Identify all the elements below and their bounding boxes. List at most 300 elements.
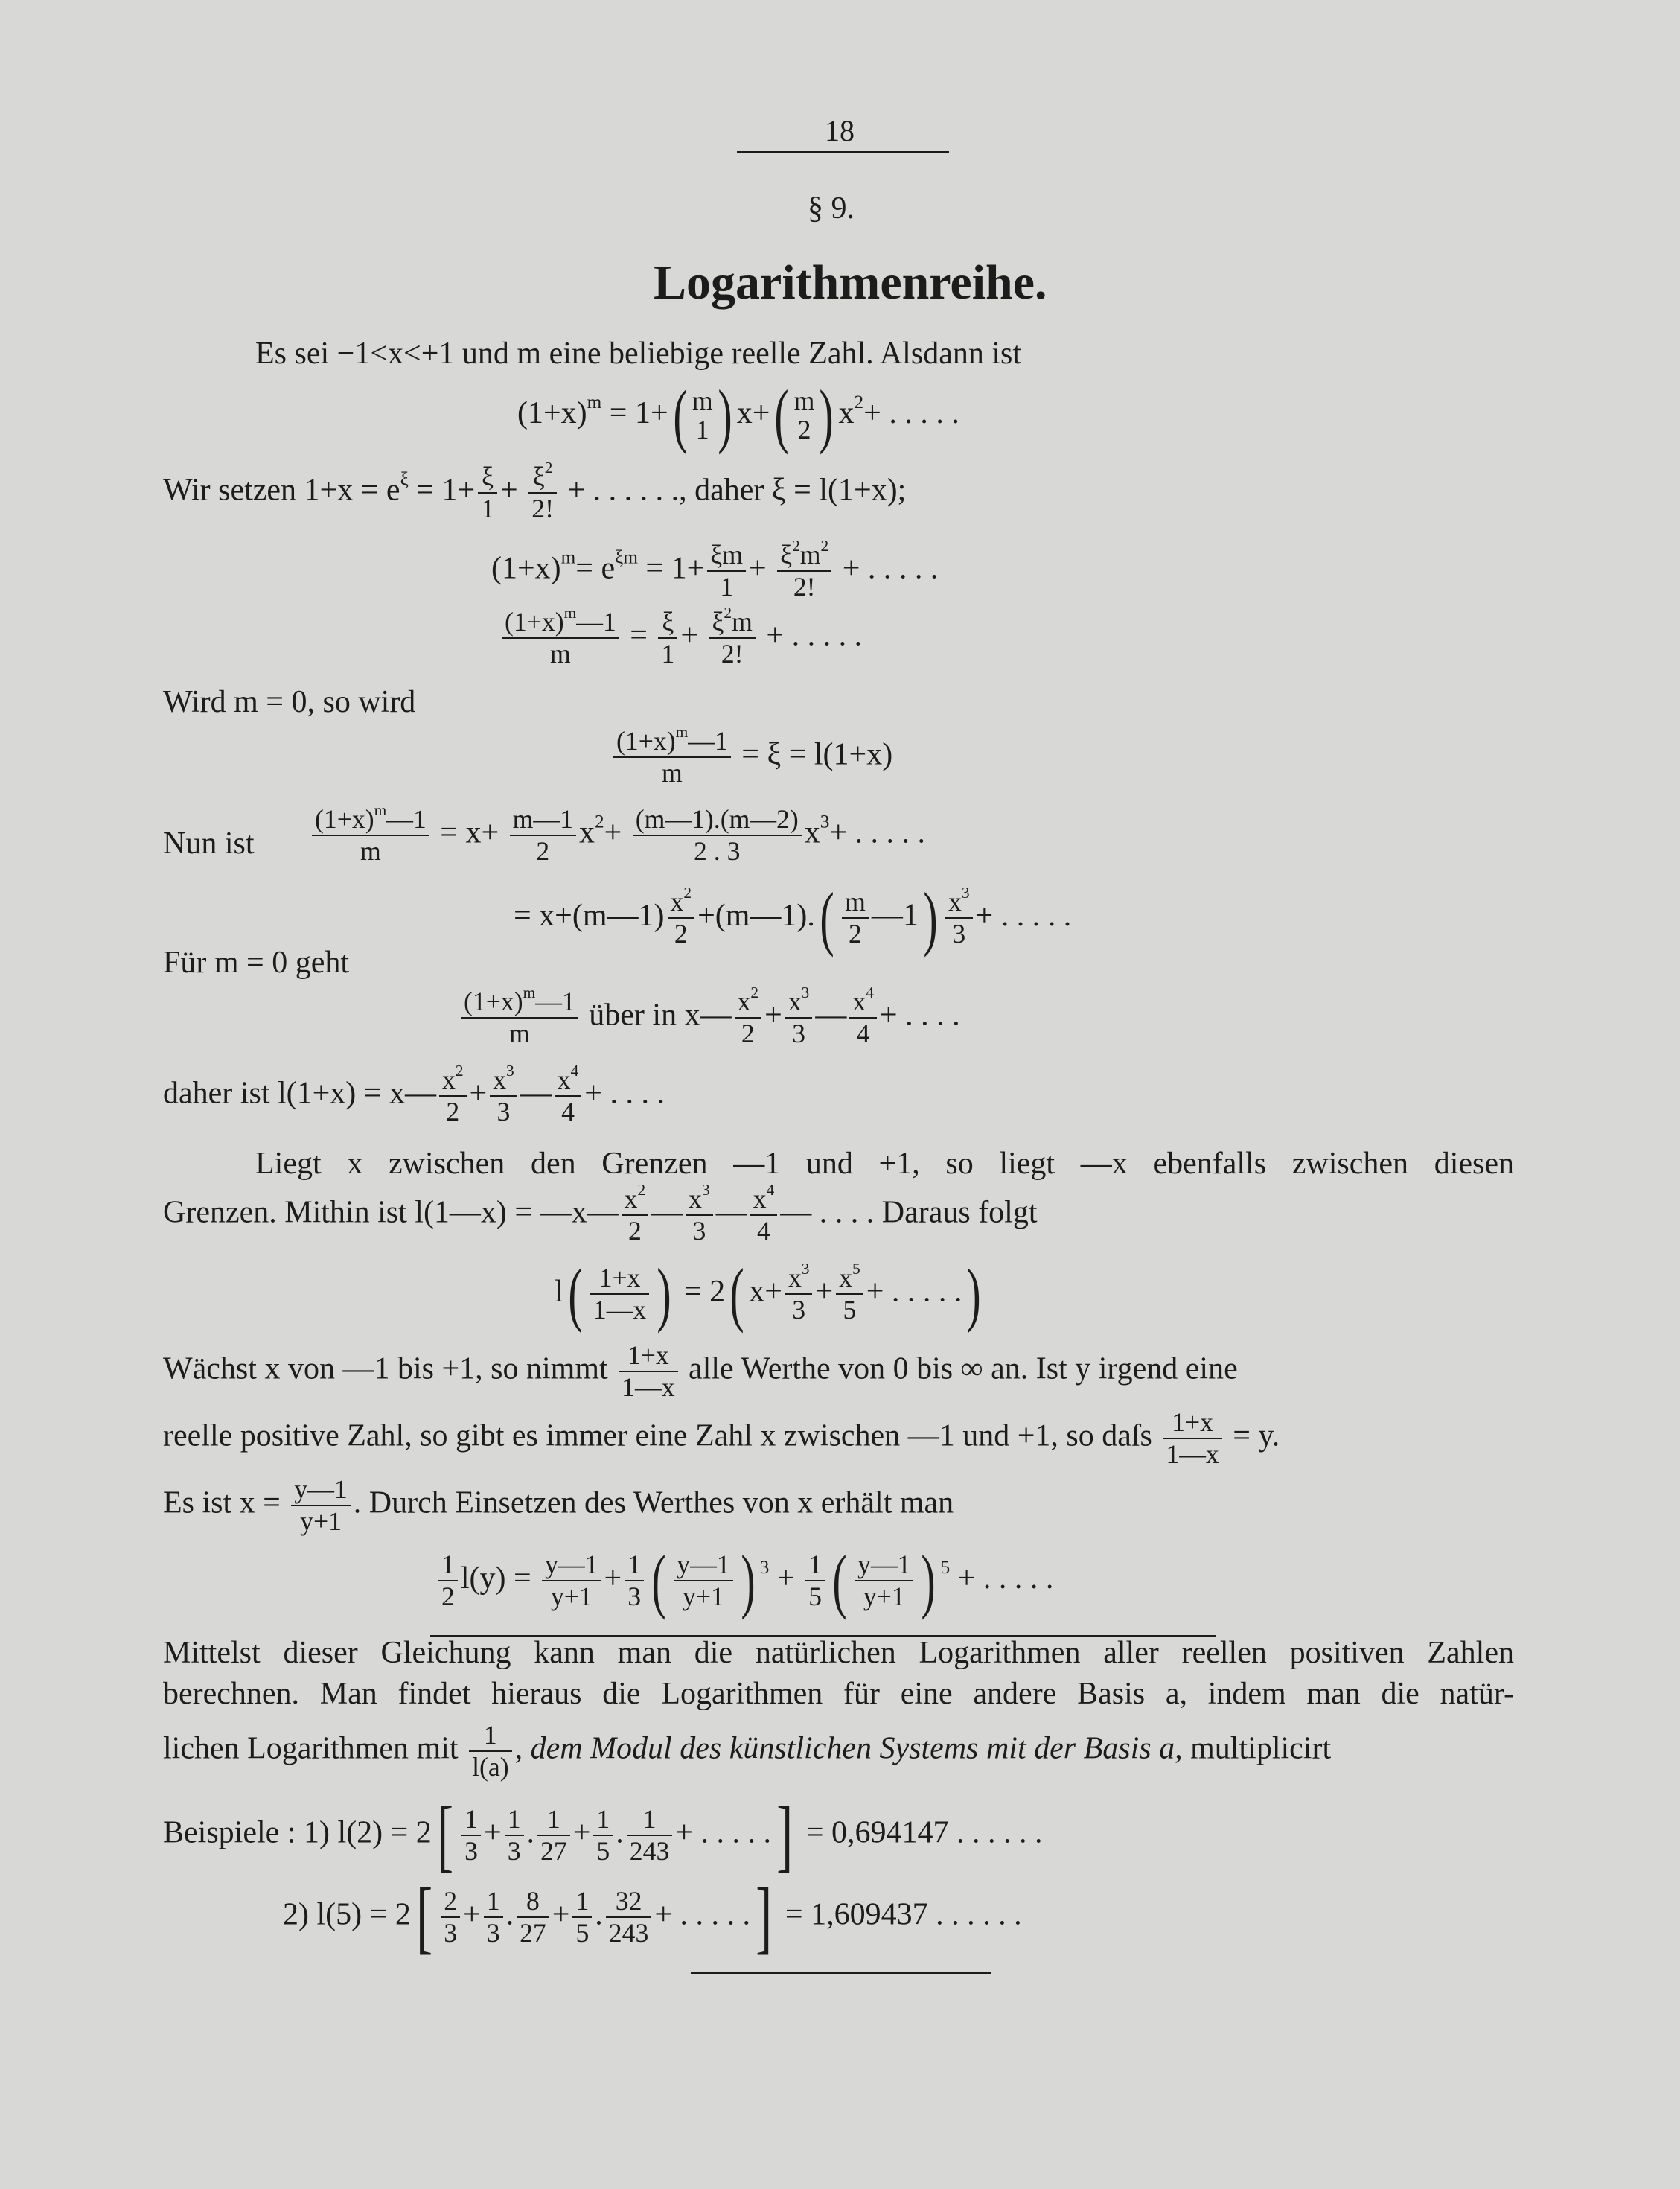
right-bracket: ] [776, 1790, 793, 1880]
math-text: ξ [662, 607, 674, 637]
math-text: 5 [843, 1295, 857, 1325]
numerator [291, 1474, 350, 1506]
math-text: 243 [608, 1917, 649, 1948]
fraction [633, 804, 802, 867]
math-text: . [526, 1815, 535, 1850]
denominator [505, 1836, 524, 1867]
math-text: . Durch Einsetzen des Werthes von x erhält man [353, 1485, 954, 1520]
math-text: 3 [486, 1917, 500, 1948]
math-text: 1—x [622, 1372, 675, 1403]
superscript: ξ [400, 469, 409, 490]
math-text: l [555, 1274, 563, 1309]
math-text: multiplicirt [1182, 1731, 1332, 1766]
parenthesized-group [647, 1540, 760, 1620]
math-text: ξ [712, 607, 724, 637]
math-text: x [788, 987, 802, 1016]
denominator [625, 1581, 644, 1612]
math-text: 3 [444, 1917, 458, 1948]
fraction [572, 1886, 592, 1949]
numerator [537, 1804, 570, 1836]
text-line [255, 335, 1021, 372]
math-text: + . . . . . [758, 618, 863, 653]
parenthesized-group [815, 878, 942, 958]
math-text: lichen Logarithmen mit [163, 1731, 467, 1766]
math-text: + . . . . . [866, 1274, 962, 1309]
text-line [163, 684, 415, 721]
math-text: 1 [642, 1803, 657, 1834]
denominator [572, 1918, 592, 1949]
denominator [836, 1295, 863, 1325]
fraction [836, 1260, 863, 1325]
math-text: 2 [674, 919, 688, 949]
text-line [163, 1675, 1514, 1712]
math-text: 2 [849, 919, 862, 949]
left-paren: ( [673, 375, 688, 455]
fraction [490, 1061, 517, 1127]
denominator [658, 639, 677, 669]
text-line [163, 1180, 1038, 1246]
math-text: Es ist x = [163, 1485, 289, 1520]
binomial-bottom: 2 [797, 415, 811, 445]
math-text: 3 [496, 1097, 511, 1127]
numerator [750, 1180, 778, 1216]
numerator [505, 1804, 524, 1836]
math-text: 5 [596, 1835, 610, 1866]
math-text: + [463, 1897, 481, 1932]
fraction [613, 722, 731, 788]
math-text: 3 [792, 1019, 805, 1049]
numerator [613, 722, 731, 758]
numerator [510, 804, 576, 836]
math-text: 27 [520, 1917, 546, 1948]
math-text: x [557, 1065, 571, 1094]
math-text: = 0,694147 . . . . . . [798, 1815, 1043, 1850]
superscript: 3 [702, 1180, 710, 1199]
numerator [517, 1886, 549, 1918]
math-text: 32 [615, 1885, 642, 1916]
parenthesized-group [725, 1254, 986, 1334]
fraction [441, 1886, 460, 1949]
math-text: x [578, 815, 595, 850]
math-text: y+1 [300, 1506, 342, 1537]
fraction [668, 884, 695, 949]
denominator [439, 1097, 467, 1127]
numerator [461, 1804, 481, 1836]
denominator [709, 639, 756, 669]
superscript: 4 [866, 983, 874, 1001]
math-text: 3 [792, 1295, 806, 1325]
fraction [619, 1340, 677, 1403]
math-text: x [624, 1184, 638, 1214]
parenthesized-group [563, 1254, 677, 1334]
math-text: ξ [482, 462, 494, 491]
denominator [502, 639, 619, 669]
math-text: x [737, 987, 751, 1016]
superscript: 2 [637, 1180, 646, 1199]
math-text: Es sei −1<x<+1 und m eine beliebige reelle Zahl. Alsdann ist [255, 337, 1022, 371]
equation-binomial [517, 375, 959, 455]
math-text: x [948, 887, 962, 917]
text-line [255, 1145, 1514, 1182]
math-text: m [360, 836, 381, 867]
superscript: 2 [544, 458, 553, 477]
math-text: (1+x) [315, 804, 374, 834]
math-text: x+ [749, 1274, 782, 1309]
math-text: 2! [721, 639, 744, 669]
equation-series [309, 800, 926, 867]
denominator [478, 494, 497, 524]
fraction [1163, 1407, 1221, 1470]
denominator [855, 1581, 913, 1612]
math-text: (m—1).(m—2) [635, 804, 799, 834]
numerator [542, 1549, 601, 1581]
math-text: y—1 [677, 1549, 730, 1580]
fraction [438, 1549, 458, 1612]
fraction [469, 1720, 512, 1782]
math-text: 3 [627, 1581, 642, 1612]
math-text: + [815, 1274, 834, 1309]
numerator [625, 1549, 644, 1581]
numerator [633, 804, 802, 836]
math-text: x [804, 815, 820, 850]
text-line [163, 825, 255, 862]
math-text: 1 [546, 1803, 560, 1834]
fraction [517, 1886, 549, 1949]
math-text: + [604, 1561, 622, 1596]
fraction [502, 603, 619, 669]
superscript: 2 [820, 536, 829, 555]
left-paren: ( [651, 1540, 666, 1620]
numerator [555, 1061, 582, 1097]
parenthesized-group [828, 1540, 941, 1620]
superscript: 4 [766, 1180, 775, 1199]
numerator [441, 1886, 460, 1918]
math-text: 27 [540, 1835, 567, 1866]
math-text: 243 [629, 1835, 670, 1866]
fraction [590, 1263, 649, 1325]
superscript: 2 [724, 603, 732, 622]
math-text: + . . . . . [975, 898, 1072, 933]
numerator [590, 1263, 649, 1295]
bracketed-group [411, 1872, 778, 1962]
denominator [686, 1216, 713, 1246]
math-text: + [769, 1561, 803, 1596]
math-text: y—1 [294, 1474, 348, 1504]
math-text: — [715, 1195, 747, 1230]
fraction [291, 1474, 350, 1537]
numerator [785, 1260, 813, 1295]
math-text: y—1 [857, 1549, 911, 1580]
right-paren: ) [966, 1254, 982, 1334]
equation-limit-series [458, 983, 960, 1049]
superscript: m [523, 983, 536, 1001]
denominator [590, 1295, 649, 1325]
numerator [1163, 1407, 1221, 1439]
math-text: Beispiele : 1) l(2) = 2 [163, 1815, 432, 1850]
superscript: m [587, 392, 602, 412]
denominator [528, 494, 557, 524]
math-text: x [839, 1263, 853, 1293]
math-text: 3 [464, 1835, 478, 1866]
numerator [836, 1260, 863, 1295]
fraction [461, 983, 578, 1049]
math-text: x [689, 1184, 702, 1214]
math-text: = e [575, 551, 616, 586]
text-line [163, 944, 349, 981]
math-text: daher ist l(1+x) = x— [163, 1076, 436, 1111]
fraction [542, 1549, 601, 1612]
left-bracket: [ [416, 1872, 432, 1962]
math-text: + . . . . . [834, 551, 939, 586]
math-text: 2 [441, 1581, 455, 1612]
superscript: 5 [852, 1260, 860, 1278]
math-text: 3 [507, 1835, 521, 1866]
math-text: + . . . . . [675, 1815, 771, 1850]
fraction [625, 1549, 644, 1612]
math-text: y+1 [863, 1581, 905, 1612]
fraction [510, 804, 576, 867]
numerator [622, 1180, 649, 1216]
right-paren: ) [718, 375, 732, 455]
numerator [593, 1804, 613, 1836]
numerator [627, 1804, 673, 1836]
math-text: x [493, 1065, 507, 1094]
denominator [707, 572, 746, 602]
denominator [945, 919, 973, 949]
denominator [555, 1097, 582, 1127]
denominator [785, 1019, 813, 1049]
math-text: 1+x [627, 1340, 669, 1370]
group-content [438, 1886, 750, 1949]
math-text: 2) l(5) = 2 [283, 1897, 411, 1932]
math-text: + [572, 1815, 591, 1850]
math-text: y+1 [683, 1581, 724, 1612]
math-text: —1 [535, 987, 575, 1016]
math-text: + . . . . . [950, 1561, 1054, 1596]
denominator [469, 1752, 512, 1782]
fraction [785, 983, 813, 1049]
denominator [842, 919, 869, 949]
fraction [849, 983, 877, 1049]
numerator [439, 1061, 467, 1097]
fraction [735, 983, 762, 1049]
numerator [619, 1340, 677, 1372]
math-text: m [509, 1019, 530, 1049]
math-text: 1+x [1172, 1407, 1213, 1437]
math-text: + [748, 551, 775, 586]
numerator [945, 884, 973, 919]
math-text: x [441, 1065, 456, 1094]
text-line [163, 1474, 954, 1537]
denominator [537, 1836, 570, 1867]
equation-quotient [499, 603, 863, 669]
fraction [593, 1804, 613, 1867]
math-text: + [604, 815, 630, 850]
math-text: = 1+ [408, 473, 476, 508]
right-paren: ) [741, 1540, 756, 1620]
math-text: 1 [483, 1720, 497, 1750]
fraction [750, 1180, 778, 1246]
denominator [627, 1836, 673, 1867]
math-text: + [500, 473, 526, 508]
superscript: 2 [750, 983, 759, 1001]
math-text: m [845, 887, 866, 917]
group-content [671, 1549, 735, 1612]
math-text: + . . . . . [863, 395, 959, 430]
math-text: m—1 [512, 804, 573, 834]
fraction [484, 1886, 503, 1949]
numerator [484, 1886, 503, 1918]
math-text: (1+x) [517, 395, 587, 430]
math-text: 1 [720, 572, 734, 602]
denominator [484, 1918, 503, 1949]
math-text: 1 [575, 1885, 590, 1916]
right-paren: ) [921, 1540, 936, 1620]
numerator [805, 1549, 825, 1581]
math-text: 1 [464, 1803, 478, 1834]
numerator [686, 1180, 713, 1216]
denominator [805, 1581, 825, 1612]
math-text: 1—x [593, 1295, 647, 1325]
superscript: 4 [570, 1061, 579, 1080]
numerator [528, 458, 557, 494]
denominator [735, 1019, 762, 1049]
math-text: 4 [561, 1097, 575, 1127]
math-text: — [520, 1076, 552, 1111]
math-text: 4 [856, 1019, 870, 1049]
denominator [461, 1836, 481, 1867]
section-title: Logarithmenreihe. [654, 255, 1047, 310]
equation-exponential [491, 536, 939, 602]
fraction [622, 1180, 649, 1246]
left-paren: ( [774, 375, 790, 455]
math-text: + . . . . . [654, 1897, 751, 1932]
fraction [505, 1804, 524, 1867]
numerator [606, 1886, 652, 1918]
math-text: Nun ist [163, 826, 255, 861]
page-number: 18 [825, 114, 855, 147]
left-paren: ( [820, 878, 834, 958]
math-text: Wird m = 0, so wird [163, 685, 416, 719]
denominator [606, 1918, 652, 1949]
section-number: § 9. [808, 191, 855, 226]
superscript: 3 [801, 983, 810, 1001]
equation-limit [610, 722, 893, 788]
math-text: , [514, 1731, 531, 1766]
math-text: Wächst x von —1 bis +1, so nimmt [163, 1351, 616, 1386]
group-content [839, 887, 919, 949]
math-text: . [616, 1815, 624, 1850]
numerator [461, 983, 578, 1019]
example-2 [283, 1872, 1022, 1962]
math-text: —1 [688, 726, 728, 756]
fraction [785, 1260, 813, 1325]
math-text: = y. [1224, 1418, 1280, 1453]
math-text: = x+ [432, 815, 507, 850]
fraction [777, 536, 831, 602]
math-text: Mittelst dieser Gleichung kann man die natürlichen Logarithmen aller reellen positiven Zahlen [163, 1636, 1514, 1670]
fraction [945, 884, 973, 949]
text-line [163, 458, 907, 524]
left-paren: ( [568, 1254, 583, 1334]
superscript: m [560, 547, 576, 568]
math-text: = ξ = l(1+x) [733, 737, 893, 772]
superscript: 3 [506, 1061, 514, 1080]
numerator [658, 607, 677, 639]
fraction [842, 887, 869, 949]
math-text: m [732, 607, 753, 637]
math-text: x+ [736, 395, 770, 430]
math-text: 1 [661, 639, 675, 669]
denominator [510, 836, 576, 867]
math-text: . [505, 1897, 514, 1932]
math-text: —1 [871, 898, 919, 933]
fraction [555, 1061, 582, 1127]
denominator [777, 572, 831, 602]
math-text: — . . . . Daraus folgt [780, 1195, 1038, 1230]
math-text: l(a) [472, 1752, 509, 1782]
numerator [469, 1720, 512, 1752]
math-text: über in x— [581, 998, 732, 1033]
math-text: + [469, 1076, 488, 1111]
math-text: 2 [627, 1216, 642, 1246]
math-text: 2 [536, 836, 550, 867]
math-text: — [815, 998, 847, 1033]
binomial [770, 375, 838, 455]
numerator [478, 462, 497, 494]
math-text: +(m—1). [697, 898, 815, 933]
math-text: m [662, 758, 683, 788]
numerator [312, 800, 429, 836]
left-bracket: [ [437, 1790, 453, 1880]
math-text: + . . . . [879, 998, 960, 1033]
numerator [668, 884, 695, 919]
denominator [785, 1295, 813, 1325]
right-bracket: ] [756, 1872, 773, 1962]
math-text: 2 [446, 1097, 460, 1127]
math-text: — [651, 1195, 683, 1230]
denominator [441, 1918, 460, 1949]
math-text: 1 [441, 1549, 455, 1580]
math-text: x [753, 1184, 767, 1214]
math-text: = 2 [676, 1274, 726, 1309]
fraction [707, 540, 746, 602]
right-paren: ) [819, 375, 834, 455]
math-text: m [799, 540, 821, 570]
end-rule [691, 1972, 991, 1974]
superscript: m [374, 800, 387, 819]
superscript: m [675, 722, 689, 741]
superscript: 2 [594, 812, 604, 832]
math-text: y—1 [545, 1549, 598, 1580]
binomial-top: m [793, 386, 815, 416]
math-text: ξ [532, 462, 545, 491]
superscript: 5 [940, 1557, 951, 1578]
math-text: 1+x [598, 1263, 641, 1293]
math-text: x [852, 987, 866, 1016]
math-text: x [788, 1263, 802, 1293]
text-line [163, 1634, 1514, 1672]
denominator [750, 1216, 778, 1246]
math-text: (1+x) [491, 551, 561, 586]
equation-series-2 [514, 878, 1072, 958]
fraction [627, 1804, 673, 1867]
math-text: 1 [808, 1549, 822, 1580]
fraction [674, 1549, 732, 1612]
numerator [572, 1886, 592, 1918]
text-line [163, 1340, 1238, 1403]
math-text: 5 [575, 1917, 590, 1948]
